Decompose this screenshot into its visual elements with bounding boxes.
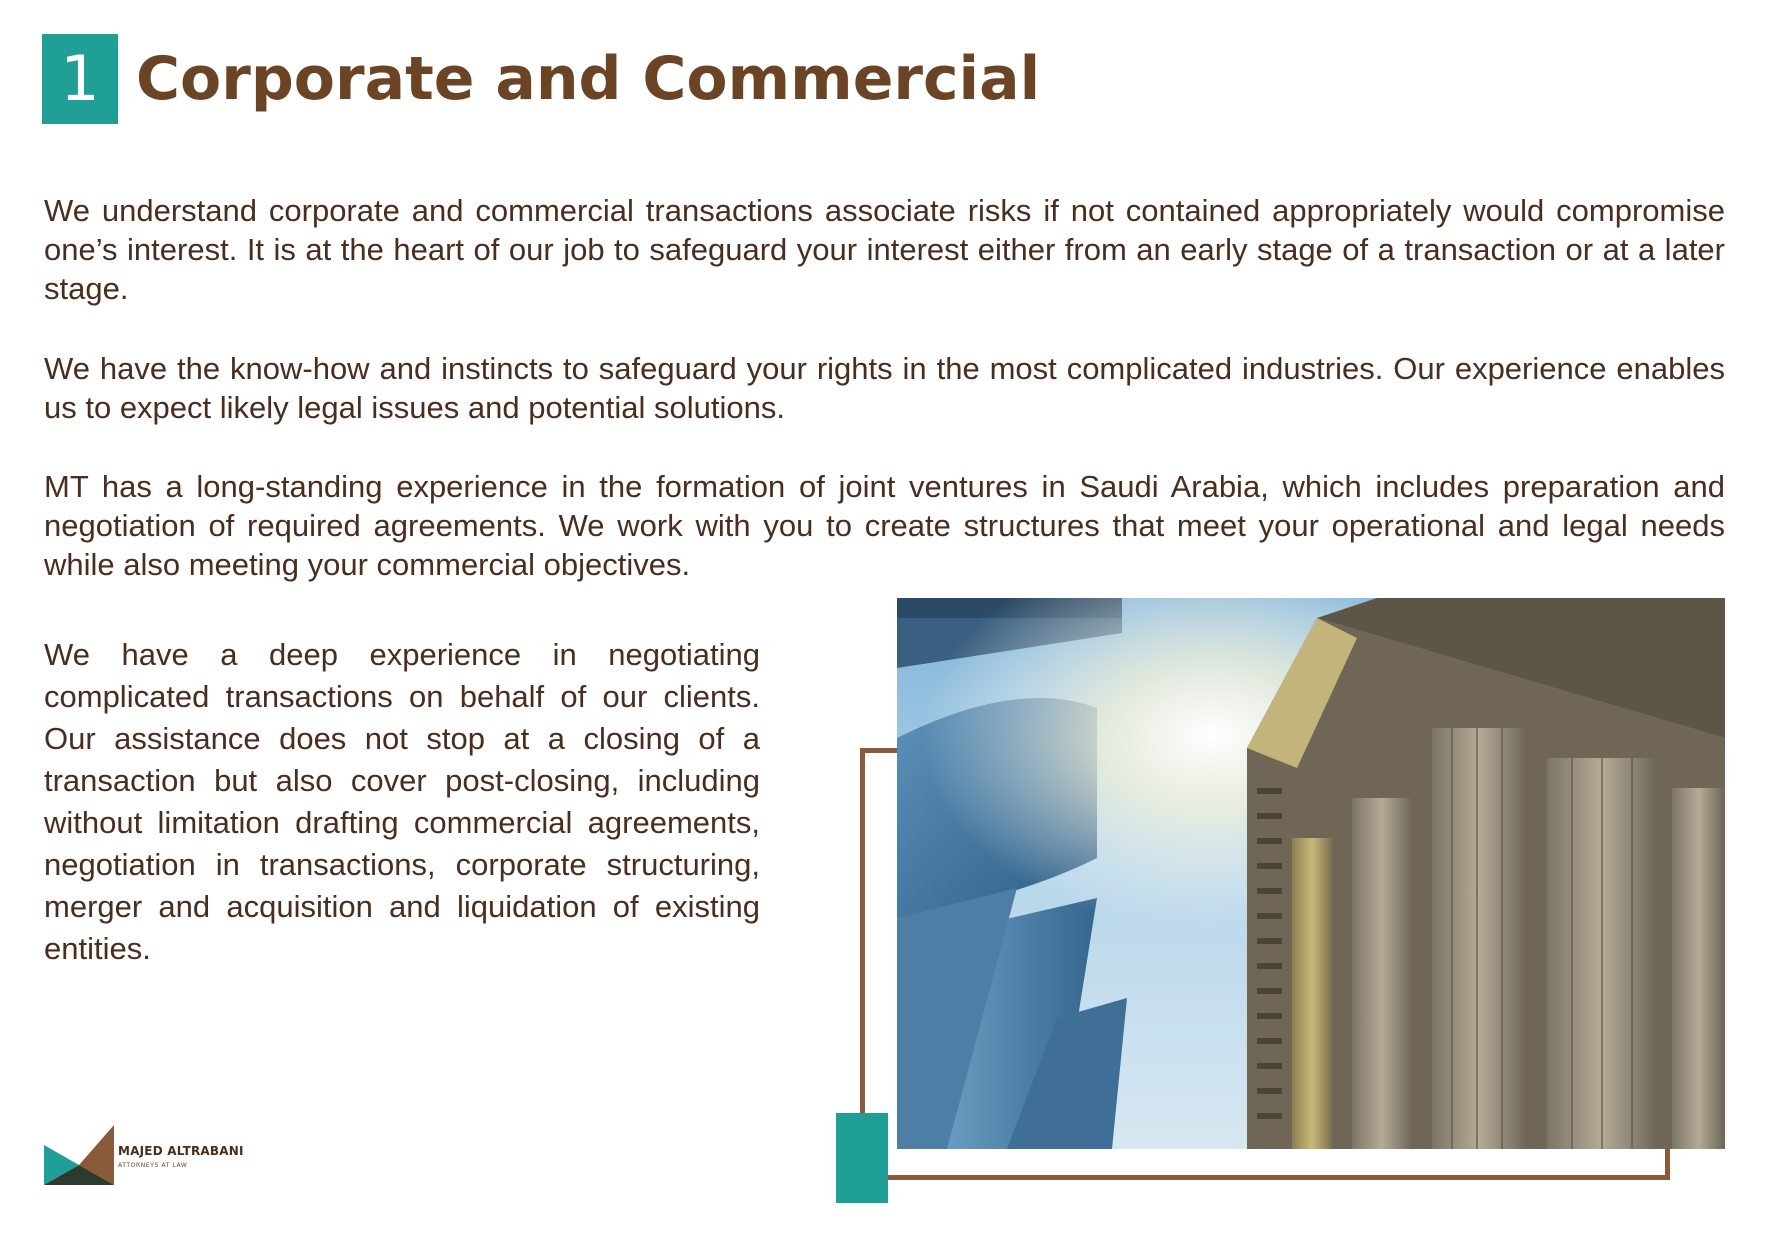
page-title: Corporate and Commercial	[136, 44, 1041, 114]
company-logo	[44, 1120, 254, 1190]
city-skyscrapers-photo	[897, 598, 1725, 1149]
joint-ventures-paragraph: MT has a long-standing experience in the formation of joint ventures in Saudi Arabia, which includes preparation and negotiation of required agreements. We work with you to create structures that meet your operational and legal needs while also meeting your commercial objectives.	[44, 469, 1725, 582]
know-how-paragraph: We have the know-how and instincts to safeguard your rights in the most complicated industries. Our experience enables us to expect likely legal issues and potential solutions.	[44, 351, 1725, 425]
logo-name: MAJED ALTRABANI	[118, 1144, 244, 1158]
section-number-badge: 1	[42, 34, 118, 124]
transactions-paragraph: We have a deep experience in negotiating complicated transactions on behalf of our clients. Our assistance does not stop at a closing of a transaction but also cover post-closing, including without limitation drafting commercial agreements, negotiation in transactions, corporate structuring, merger and acquisition and liquidation of existing entities.	[44, 637, 760, 966]
intro-paragraph: We understand corporate and commercial transactions associate risks if not contained appropriately would compromise one’s interest. It is at the heart of our job to safeguard your interest either from an early stage of a transaction or at a later stage.	[44, 193, 1725, 306]
teal-accent-block	[836, 1113, 888, 1203]
logo-mark-icon	[44, 1120, 114, 1190]
logo-tagline: ATTORNEYS AT LAW	[118, 1162, 188, 1169]
